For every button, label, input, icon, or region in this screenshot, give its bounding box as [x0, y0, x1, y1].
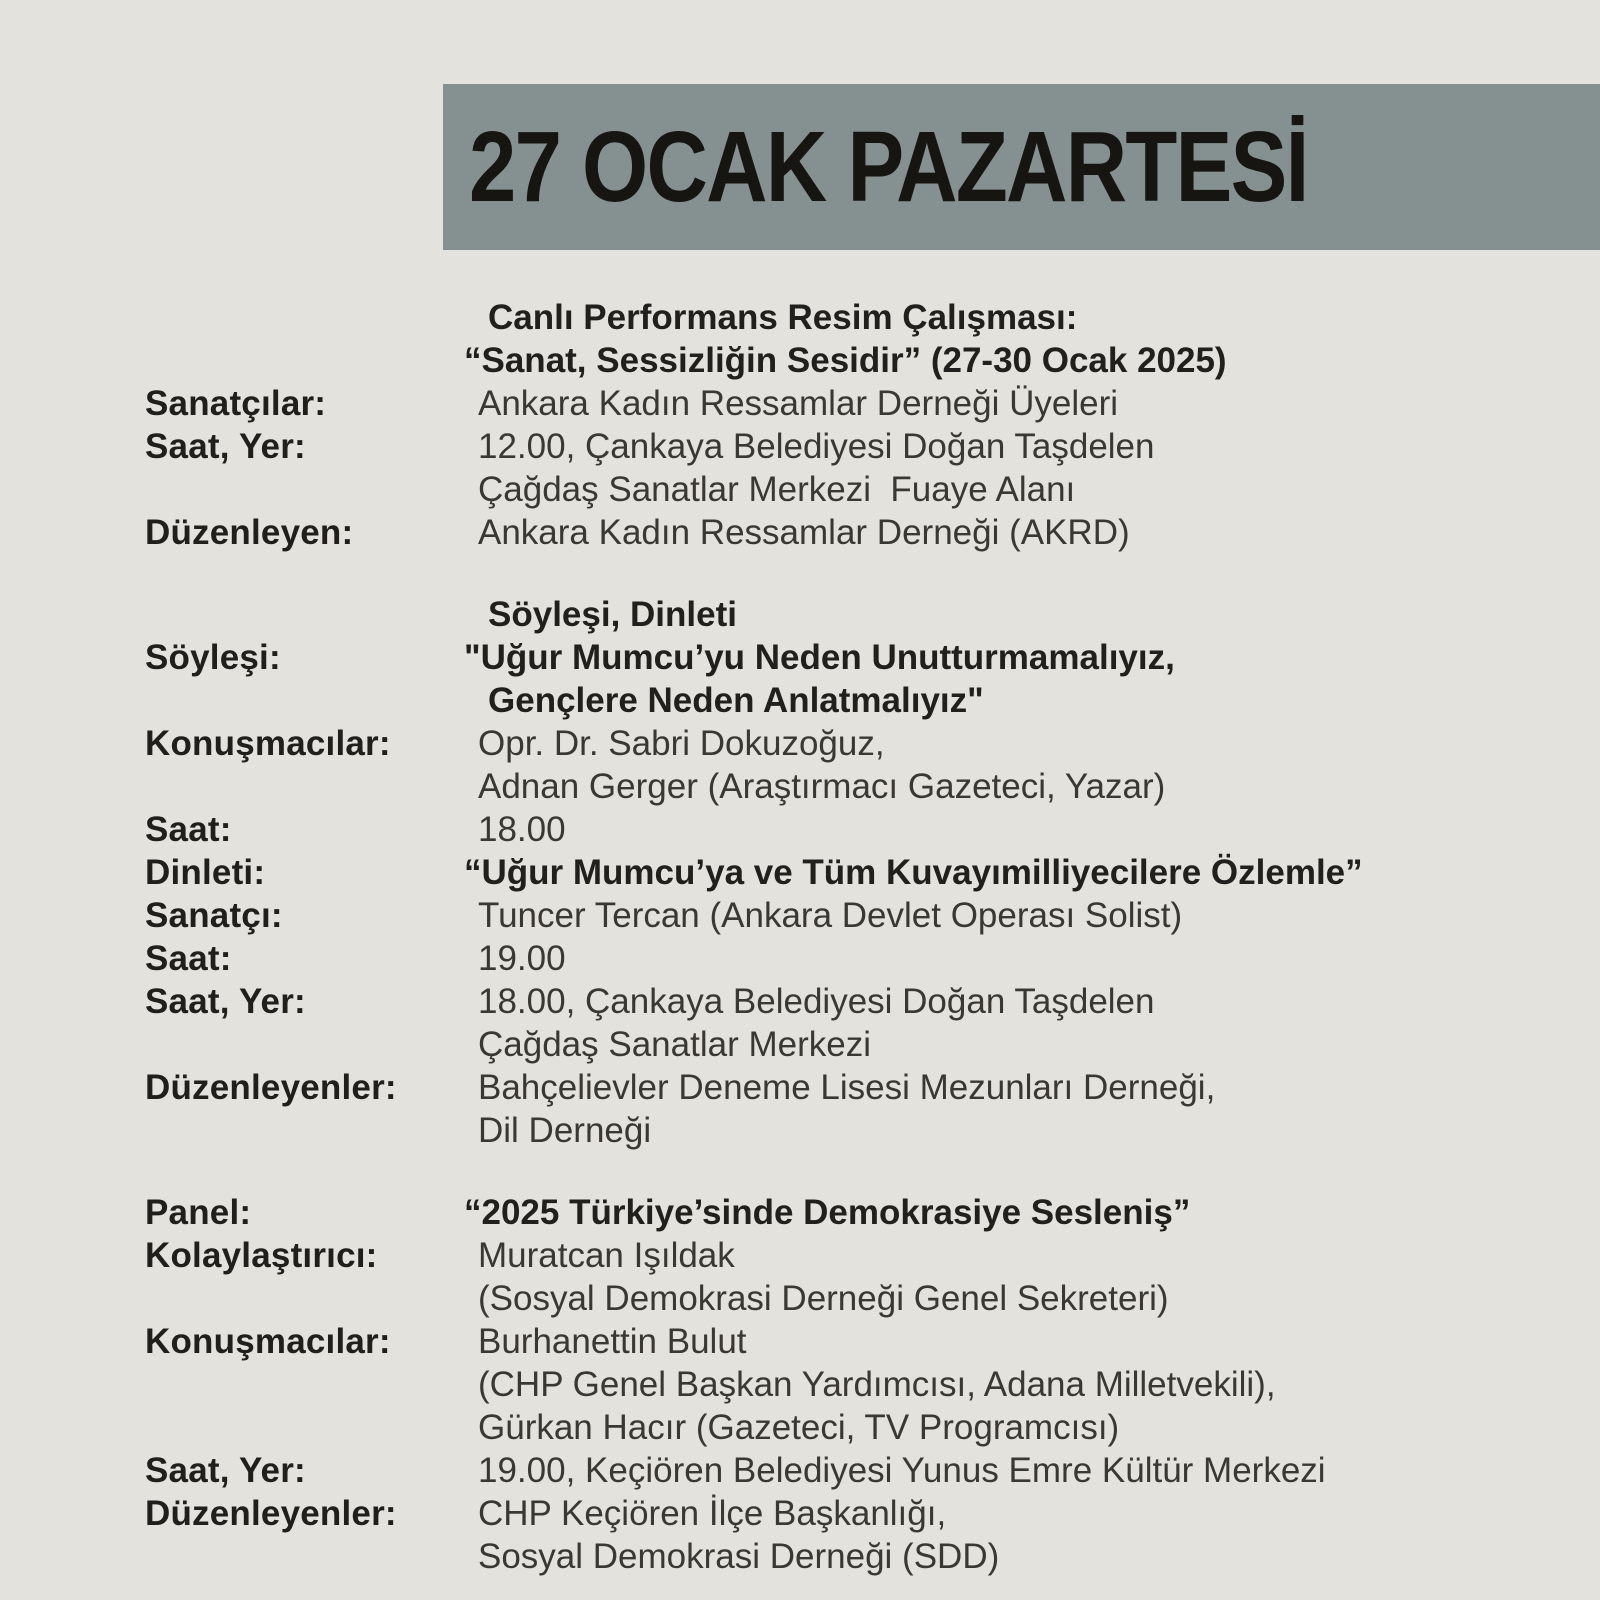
program-row: [0, 722, 1600, 765]
event-section: [0, 1191, 1600, 1578]
program-row: [0, 1406, 1600, 1449]
program-row: [0, 808, 1600, 851]
program-row: [0, 1191, 1600, 1234]
program-row: [0, 1449, 1600, 1492]
program-row: [0, 1109, 1600, 1152]
program-row: [0, 425, 1600, 468]
field-value: (Sosyal Demokrasi Derneği Genel Sekreteri): [478, 1279, 1169, 1318]
field-value: 18.00: [478, 810, 566, 849]
program-row: [0, 937, 1600, 980]
program-row: [0, 1234, 1600, 1277]
event-title-text: "Uğur Mumcu’yu Neden Unutturmamalıyız,: [464, 638, 1175, 677]
event-title-text: Gençlere Neden Anlatmalıyız": [488, 681, 984, 720]
field-value: Dil Derneği: [478, 1111, 652, 1150]
program-row: [0, 1320, 1600, 1363]
field-label: Söyleşi:: [145, 638, 281, 677]
field-label: Konuşmacılar:: [145, 1322, 391, 1361]
field-value: Ankara Kadın Ressamlar Derneği Üyeleri: [478, 384, 1118, 423]
program-row: [0, 339, 1600, 382]
field-value: Çağdaş Sanatlar Merkezi: [478, 1025, 871, 1064]
program-row: [0, 1066, 1600, 1109]
program-row: [0, 1023, 1600, 1066]
program-row: [0, 593, 1600, 636]
field-label: Panel:: [145, 1193, 252, 1232]
field-value: Çağdaş Sanatlar Merkezi Fuaye Alanı: [478, 470, 1076, 509]
field-label: Sanatçı:: [145, 896, 283, 935]
field-value: CHP Keçiören İlçe Başkanlığı,: [478, 1494, 947, 1533]
field-label: Sanatçılar:: [145, 384, 327, 423]
field-value: Bahçelievler Deneme Lisesi Mezunları Derneği,: [478, 1068, 1216, 1107]
field-label: Düzenleyenler:: [145, 1068, 397, 1107]
program-row: [0, 1277, 1600, 1320]
field-label: Düzenleyen:: [145, 513, 354, 552]
field-value: 18.00, Çankaya Belediyesi Doğan Taşdelen: [478, 982, 1155, 1021]
program-row: [0, 980, 1600, 1023]
program-row: [0, 851, 1600, 894]
field-value: 12.00, Çankaya Belediyesi Doğan Taşdelen: [478, 427, 1155, 466]
program-row: [0, 1363, 1600, 1406]
field-value: Sosyal Demokrasi Derneği (SDD): [478, 1537, 1000, 1576]
field-value: Muratcan Işıldak: [478, 1236, 735, 1275]
field-label: Saat, Yer:: [145, 1451, 306, 1490]
field-label: Saat:: [145, 810, 232, 849]
program-row: [0, 636, 1600, 679]
event-title-text: “Uğur Mumcu’ya ve Tüm Kuvayımilliyecilere Özlemle”: [464, 853, 1363, 892]
field-value: Ankara Kadın Ressamlar Derneği (AKRD): [478, 513, 1130, 552]
event-section: [0, 593, 1600, 1152]
field-label: Saat:: [145, 939, 232, 978]
field-value: Adnan Gerger (Araştırmacı Gazeteci, Yazar): [478, 767, 1166, 806]
field-label: Dinleti:: [145, 853, 266, 892]
field-label: Kolaylaştırıcı:: [145, 1236, 378, 1275]
program-row: [0, 765, 1600, 808]
event-title-text: “Sanat, Sessizliğin Sesidir” (27-30 Ocak 2025): [464, 341, 1227, 380]
field-label: Konuşmacılar:: [145, 724, 391, 763]
event-title-text: Canlı Performans Resim Çalışması:: [488, 298, 1078, 337]
field-value: Burhanettin Bulut: [478, 1322, 747, 1361]
program-row: [0, 894, 1600, 937]
program-row: [0, 468, 1600, 511]
day-header-band: [443, 84, 1600, 250]
event-title-text: “2025 Türkiye’sinde Demokrasiye Sesleniş”: [464, 1193, 1191, 1232]
field-value: Gürkan Hacır (Gazeteci, TV Programcısı): [478, 1408, 1120, 1447]
field-label: Saat, Yer:: [145, 427, 306, 466]
program-row: [0, 511, 1600, 554]
field-value: Tuncer Tercan (Ankara Devlet Operası Solist): [478, 896, 1183, 935]
event-section: [0, 296, 1600, 554]
program-row: [0, 296, 1600, 339]
event-title-text: Söyleşi, Dinleti: [488, 595, 737, 634]
program-row: [0, 1492, 1600, 1535]
field-value: Opr. Dr. Sabri Dokuzoğuz,: [478, 724, 885, 763]
day-title: 27 OCAK PAZARTESİ: [469, 111, 1308, 223]
field-value: (CHP Genel Başkan Yardımcısı, Adana Milletvekili),: [478, 1365, 1276, 1404]
field-value: 19.00: [478, 939, 566, 978]
field-label: Saat, Yer:: [145, 982, 306, 1021]
program-row: [0, 679, 1600, 722]
program-row: [0, 382, 1600, 425]
program-row: [0, 1535, 1600, 1578]
field-value: 19.00, Keçiören Belediyesi Yunus Emre Kültür Merkezi: [478, 1451, 1326, 1490]
program-content: [0, 296, 1600, 1578]
field-label: Düzenleyenler:: [145, 1494, 397, 1533]
